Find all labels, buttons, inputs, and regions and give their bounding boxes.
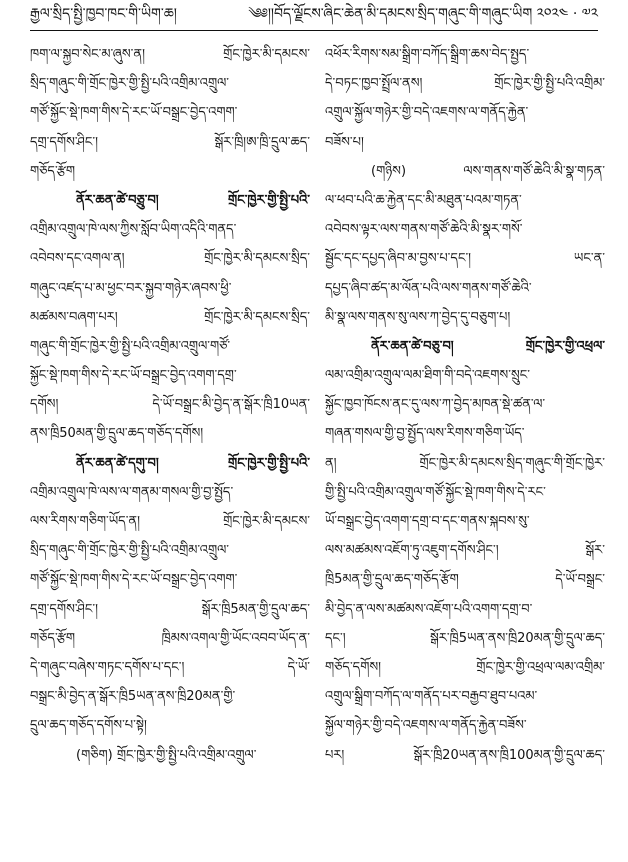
text-line: གཞུང་གི་གྲོང་ཁྱེར་གྱི་སྤྱི་པའི་འགྲིམ་འགྲུལ་གཙོ་ [30,338,231,354]
text-line: གཅོད་རྩོག [30,163,76,179]
text-line: འགྲིམ་འགྲུལ་ཁེ་ལས་ཀྱིས་སློབ་ཡིག་འདིའི་གནད་ [30,222,237,238]
text-line: ཁྲི5མན་གྱི་དྲུལ་ཆད་གཅོད་རྩོག དེ་ཡོ་བསྒྲང་ [325,572,605,588]
text-line: གཅོད་རྩོག ཁྲིམས་འགལ་གྱི་ཡོང་འབབ་ཡོད་ན་ [30,630,310,646]
text-line: ན། གྲོང་ཁྱེར་མི་དམངས་སྲིད་གཞུང་གི་གྲོང་ཁྱེར་ [325,455,605,471]
text-line: (གཉིས) ལས་གནས་གཙོ་ཆེའི་མི་སྣ་གཏན་ [371,163,605,179]
text-line: དགྲ་དགོས་ཤིང་། སྒོར་ཁྲི།ཨ་ཁྲི་དྲུལ་ཆད་ [30,134,310,150]
text-line: གཅོད་དགོས། གྲོང་ཁྱེར་གྱི་འཕྲལ་ལམ་འགྲིམ་ [325,659,605,675]
text-line: སྦྱོང་དང་དཔྱད་ཞིབ་མ་བྱས་པ་དང་། ཡང་ན་ [325,251,605,267]
text-line: འགྲིམ་འགྲུལ་ཁེ་ལས་ལ་གནམ་གསལ་གྱི་བྱ་སྤྱོད་ [30,484,234,500]
text-line: དཔྱད་ཞིབ་ཚད་མ་ལོན་པའི་ལས་གནས་གཙོ་ཆེའི་ [325,280,532,296]
text-line: ཁག་ལ་སྐྱབ་སེང་མ་ཞུས་ན། གྲོང་ཁྱེར་མི་དམངས་ [30,47,310,62]
text-line: ཡོ་བསྒྲང་བྱེད་འགག་དགྲ་བ་དང་གནས་སྐབས་སུ་ [325,514,530,529]
text-line: གྱི་སྤྱི་པའི་འགྲིམ་འགྲུལ་གཙོ་སྐྱོང་སྡེ་ཁག་གིས་དེ་རང་ [325,484,546,500]
text-line: སྐྱོང་སྡེ་ཁག་གིས་དེ་རང་ཡོ་བསྒྲང་བྱེད་འགག་དགྲ་ [30,368,237,384]
text-line: གཙོ་སྐྱོང་སྡེ་ཁག་གིས་དེ་རང་ཡོ་བསྒྲང་བྱེད་འགག་ [30,572,238,588]
text-line: འབེབས་ལྟར་ལས་གནས་གཙོ་ཆེའི་མི་སྣར་གསོ་ [325,222,523,238]
header-right-title: ༄༅།།བོད་ལྗོངས་ཞིང་ཆེན་མི་དམངས་སྲིད་གཞུང་གི་གཞུང་ཡིག ༢༠༢༤ · ༧༢ [248,6,598,22]
text-line: འཕོར་རིགས་སམ་སྒྲིག་བཀོད་སྒྲིག་ཆས་བེད་སྤྱད་ [325,47,530,62]
text-line: སྲིད་གཞུང་གི་གྲོང་ཁྱེར་གྱི་སྤྱི་པའི་འགྲིམ་འགྲུལ་ [30,543,230,559]
left-text-column [30,40,310,770]
text-line: འགྲུལ་སྒྲིག་བཀོད་ལ་གནོད་པར་བརྒྱབ་ཐུབ་པའམ་ [325,689,538,705]
text-line: བཟོས་པ། [325,134,364,150]
text-line: མཚམས་བཞག་པར། གྲོང་ཁྱེར་མི་དམངས་སྲིད་ [30,309,310,325]
text-line: མི་བྱེད་ན་ལས་མཚམས་འཇོག་པའི་འགག་དགྲ་བ་ [325,601,533,617]
text-line: དང་། སྒོར་ཁྲི5ཡན་ནས་ཁྲི20མན་གྱི་དྲུལ་ཆད་ [325,630,605,646]
text-line: གཞན་གསལ་གྱི་བྱ་སྤྱོད་ལས་རིགས་གཅིག་ཡོད་ [325,426,525,442]
text-line: ནོར་ཆན་ཚེ་དགུ་བ། གྲོང་ཁྱེར་གྱི་སྤྱི་པའི་ [76,455,310,471]
text-line: སྲིད་གཞུང་གི་གྲོང་ཁྱེར་གྱི་སྤྱི་པའི་འགྲིམ་འགྲུལ་ [30,76,230,92]
text-line: ལས་མཚམས་འཇོག་ཏུ་འཇུག་དགོས་ཤིང་། སྒོར་ [325,543,605,559]
text-line: (གཅིག) གྲོང་ཁྱེར་གྱི་སྤྱི་པའི་འགྲིམ་འགྲུལ་ [76,747,257,763]
text-line: དྲུལ་ཆད་གཅོད་དགོས་པ་སྟེ། [30,718,147,734]
text-line: དགོས། དེ་ཡོ་བསྒྲང་མི་བྱེད་ན་སྒོར་ཁྲི10ཡན་ [30,397,310,413]
text-line: གཞུང་འཛད་པ་མ་ཕྱང་བར་སྐྱབ་གཉེར་ཞབས་ཕྱི་ [30,280,232,296]
text-line: མི་སྣ་ལས་གནས་སུ་ལས་ཀ་བྱེད་དུ་བཅུག་པ། [325,309,511,325]
text-line: འགྲུལ་སྐྱོལ་གཉེར་གྱི་བདེ་འཇགས་ལ་གནོད་རྐྱེན་ [325,105,529,121]
text-line: ལས་རིགས་གཅིག་ཡོད་ན། གྲོང་ཁྱེར་མི་དམངས་ [30,514,310,529]
header-left-title: རྒྱལ་སྲིད་སྤྱི་ཁྱབ་ཁང་གི་ཡིག་ཆ། [30,6,177,22]
text-line: ནས་ཁྲི50མན་གྱི་དྲུལ་ཆད་གཅོད་དགོས། [30,426,204,442]
text-line: བསྒྲང་མི་བྱེད་ན་སྒོར་ཁྲི5ཡན་ནས་ཁྲི20མན་གྱི་ [30,689,236,705]
text-line: ནོར་ཆན་ཚེ་བཅྲུ་བ། གྲོང་ཁྱེར་གྱི་སྤྱི་པའི་ [76,192,310,208]
right-text-column [325,40,605,770]
text-line: ལ་ཕབ་པའི་ཆ་རྐྱེན་དང་མི་མཐུན་པའམ་གཏན་ [325,192,522,208]
page-header [30,6,598,28]
text-line: དེ་གཞུང་བཞེས་གཏང་དགོས་པ་དང་། དེ་ཡོ་ [30,659,310,675]
text-line: ལམ་འགྲིམ་འགྲུལ་ལམ་ཐིག་གི་བདེ་འཇགས་སྲུང་ [325,368,530,384]
text-line: པར། སྒོར་ཁྲི20ཡན་ནས་ཁྲི100མན་གྱི་དྲུལ་ཆད་ [325,747,605,763]
text-line: འབེབས་དང་འགལ་ན། གྲོང་ཁྱེར་མི་དམངས་སྲིད་ [30,251,310,267]
text-line: སྐྱོང་ཁྱབ་ཁོངས་ནང་དུ་ལས་ཀ་བྱེད་མཁན་སྡེ་ཚན་ལ་ [325,397,546,413]
text-line: དེ་བཏང་ཁྱབ་སྤྲོལ་ནས། གྲོང་ཁྱེར་གྱི་སྤྱི་པའི་འགྲིམ་ [325,76,605,92]
text-line: གཙོ་སྐྱོང་སྡེ་ཁག་གིས་དེ་རང་ཡོ་བསྒྲང་བྱེད་འགག་ [30,105,238,121]
text-line: སྐྱོལ་གཉེར་གྱི་བདེ་འཇགས་ལ་གནོད་རྐྱེན་བཟོས་ [325,718,527,734]
text-line: དགྲ་དགོས་ཤིང་། སྒོར་ཁྲི5མན་གྱི་དྲུལ་ཆད་ [30,601,310,617]
text-line: ནོར་ཆན་ཚེ་བཅུ་བ། གྲོང་ཁྱེར་གྱི་འཕྲལ་ [371,338,605,354]
header-divider [30,30,598,31]
